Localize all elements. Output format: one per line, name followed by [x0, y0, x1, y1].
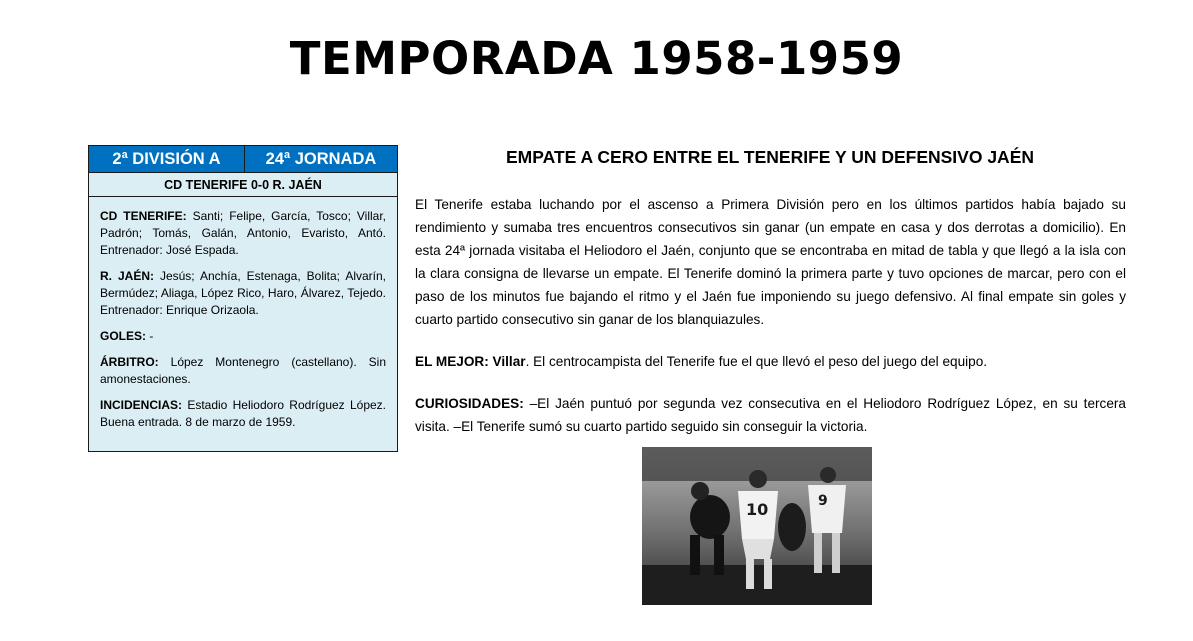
match-photo [642, 447, 872, 605]
match-info-box [88, 145, 398, 452]
best-player-text: . El centrocampista del Tenerife fue el que llevó el peso del juego del equipo. [525, 354, 988, 369]
goals [100, 328, 386, 345]
round-label: 24ª JORNADA [265, 149, 377, 168]
page-title: TEMPORADA 1958-1959 [289, 32, 904, 85]
match-result: CD TENERIFE 0-0 R. JAÉN [89, 173, 397, 197]
away-lineup [100, 268, 386, 319]
trivia [415, 392, 1126, 438]
incidents-text: Estadio Heliodoro Rodríguez López. Buena entrada. 8 de marzo de 1959. [100, 398, 386, 429]
best-player-name: Villar [488, 354, 526, 369]
jersey-number-10: 10 [746, 500, 769, 519]
away-lineup-text: Jesús; Anchía, Estenaga, Bolita; Alvarín, Bermúdez; Aliaga, López Rico, Haro, Álvarez, Tejedo. Entrenador: Enrique Orizaola. [100, 269, 386, 317]
info-body [89, 197, 397, 431]
info-header [89, 146, 397, 173]
article-headline: EMPATE A CERO ENTRE EL TENERIFE Y UN DEFENSIVO JAÉN [506, 147, 1034, 167]
article-paragraph: El Tenerife estaba luchando por el ascenso a Primera División pero en los últimos partidos había bajado su rendimiento y sumaba tres encuentros consecutivos sin ganar (un empate en casa y dos derrotas a domicilio). En esta 24ª jornada visitaba el Heliodoro el Jaén, conjunto que se encontraba en mitad de tabla y que llegó a la isla con la clara consigna de llevarse un empate. El Tenerife dominó la primera parte y tuvo opciones de marcar, pero con el paso de los minutos fue bajando el ritmo y el Jaén fue imponiendo su juego defensivo. Al final empate sin goles y cuarto partido consecutivo sin ganar de los blanquiazules. [415, 197, 1126, 327]
division-label: 2ª DIVISIÓN A [89, 146, 245, 172]
article-body [415, 193, 1126, 457]
trivia-text: –El Jaén puntuó por segunda vez consecutiva en el Heliodoro Rodríguez López, en su tercera visita. –El Tenerife sumó su cuarto partido seguido sin conseguir la victoria. [415, 396, 1126, 434]
away-lineup-label: R. JAÉN: [100, 269, 154, 283]
referee-label: ÁRBITRO: [100, 355, 159, 369]
home-lineup-text: Santi; Felipe, García, Tosco; Villar, Padrón; Tomás, Galán, Antonio, Evaristo, Antó. Entrenador: José Espada. [100, 209, 387, 257]
goals-label: GOLES: [100, 329, 147, 343]
jersey-number-9: 9 [818, 493, 828, 509]
goals-text: - [146, 329, 154, 343]
match-photo-image [642, 447, 872, 605]
incidents-label: INCIDENCIAS: [100, 398, 183, 412]
referee [100, 354, 386, 388]
best-player [415, 350, 1126, 373]
best-player-label: EL MEJOR: [415, 354, 489, 369]
incidents [100, 397, 386, 431]
home-lineup [100, 208, 386, 259]
home-lineup-label: CD TENERIFE: [100, 209, 187, 223]
trivia-label: CURIOSIDADES: [415, 396, 524, 411]
referee-text: López Montenegro (castellano). Sin amonestaciones. [100, 355, 386, 386]
